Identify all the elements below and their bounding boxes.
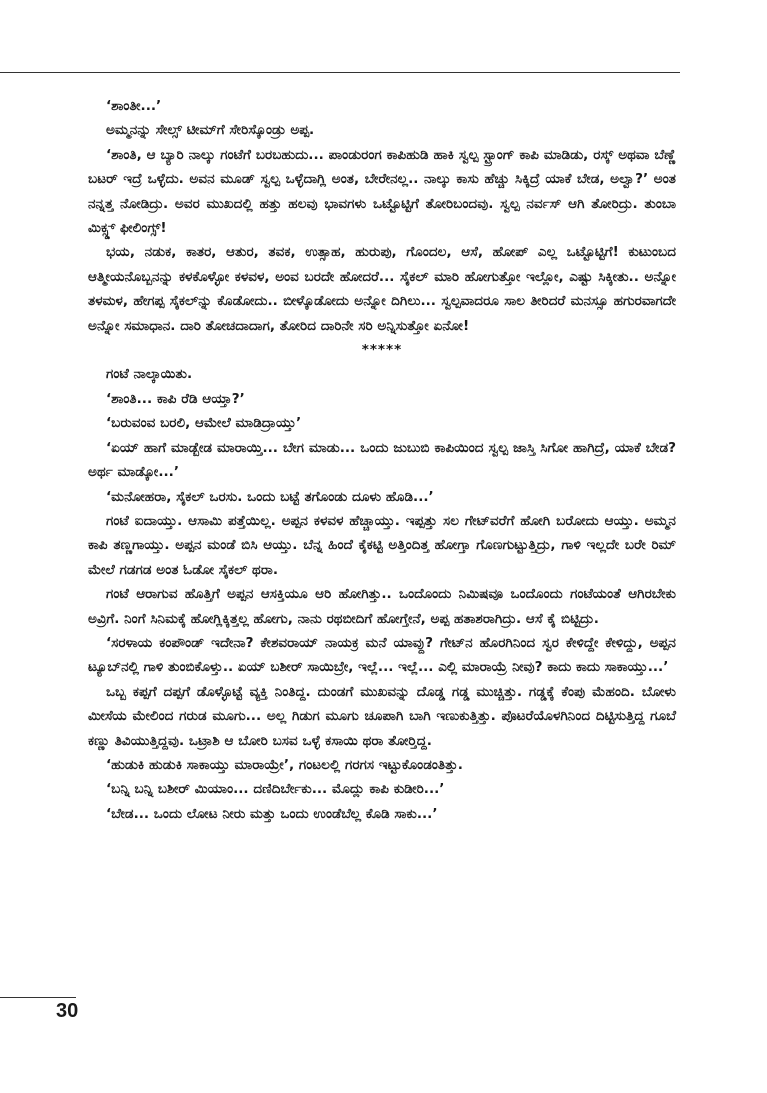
paragraph-13: ಒಬ್ಬ ಕಪ್ಪಗೆ ದಪ್ಪಗೆ ಡೊಳ್ಳೊಟ್ಟೆ ವ್ಯಕ್ತಿ ನಿಂತಿದ್ದ. ದುಂಡಗೆ ಮುಖವನ್ನು ದೊಡ್ಡ ಗಡ್ಡ ಮುಚ್ಚಿತ್ತು. ಗಡ್ಡಕ್ಕೆ ಕೆಂಪು ಮೆಹಂದಿ. ಬೋಳು ಮೀಸೆಯ ಮೇಲಿಂದ ಗರುಡ ಮೂಗು... ಅಲ್ಲ ಗಿಡುಗ ಮೂಗು ಚೂಪಾಗಿ ಬಾಗಿ ಇಣುಕುತ್ತಿತ್ತು. ಪೊಟರೆಯೊಳಗಿನಿಂದ ದಿಟ್ಟಿಸುತ್ತಿದ್ದ ಗೂಬೆ ಕಣ್ಣು ತಿವಿಯುತ್ತಿದ್ದವು. ಒಟ್ರಾಶಿ ಆ ಬೋರಿ ಬಸವ ಒಳ್ಳೆ ಕಸಾಯಿ ಥರಾ ತೋರ್‍ತಿದ್ದ. <box>88 683 676 749</box>
paragraph-5: ಗಂಟೆ ನಾಲ್ಕಾಯಿತು. <box>106 366 193 383</box>
paragraph-8: ‘ಏಯ್ ಹಾಗೆ ಮಾಡ್ಬೇಡ ಮಾರಾಯ್ತಿ... ಬೇಗ ಮಾಡು... ಒಂದು ಜುಬುಬಿ ಕಾಪಿಯಿಂದ ಸ್ವಲ್ಪ ಜಾಸ್ತಿ ಸಿಗೋ ಹಾಗಿದ್ರೆ, ಯಾಕೆ ಬೇಡ? ಅರ್ಥ ಮಾಡ್ಕೋ...’ <box>88 439 676 481</box>
paragraph-16: ‘ಬೇಡ... ಒಂದು ಲೋಟ ನೀರು ಮತ್ತು ಒಂದು ಉಂಡೆಬೆಲ್ಲ ಕೊಡಿ ಸಾಕು...’ <box>106 805 438 822</box>
paragraph-11: ಗಂಟೆ ಆರಾಗುವ ಹೊತ್ತಿಗೆ ಅಪ್ಪನ ಆಸಕ್ತಿಯೂ ಆರಿ ಹೋಗಿತ್ತು.. ಒಂದೊಂದು ನಿಮಿಷವೂ ಒಂದೊಂದು ಗಂಟೆಯಂತೆ ಆಗಿರಬೇಕು ಅವ್ರಿಗೆ. ನಿಂಗೆ ಸಿನಿಮಕ್ಕೆ ಹೋಗ್ಲಿಕ್ಕಿತ್ತಲ್ಲ ಹೋಗು, ನಾನು ರಥಬೀದಿಗೆ ಹೋಗ್ತೇನೆ, ಅಪ್ಪ ಹತಾಶರಾಗಿದ್ರು. ಆಸೆ ಕೈ ಬಿಟ್ಟಿದ್ರು. <box>88 586 676 627</box>
header-rule <box>0 72 680 73</box>
paragraph-7: ‘ಬರುವಂವ ಬರಲಿ, ಆಮೇಲೆ ಮಾಡಿದ್ರಾಯ್ತು’ <box>106 415 302 432</box>
paragraph-3: ‘ಶಾಂತಿ, ಆ ಬ್ಯಾರಿ ನಾಲ್ಕು ಗಂಟೆಗೆ ಬರಬಹುದು... ಪಾಂಡುರಂಗ ಕಾಪಿಹುಡಿ ಹಾಕಿ ಸ್ವಲ್ಪ ಸ್ಟ್ರಾಂಗ್ ಕಾಪಿ ಮಾಡಿಡು, ರಸ್ಕ್ ಅಥವಾ ಬೆಣ್ಣೆ ಬಟರ್ ಇದ್ರೆ ಒಳ್ಳೆದು. ಅವನ ಮೂಡ್ ಸ್ವಲ್ಪ ಒಳ್ಳೆದಾಗ್ಲಿ ಅಂತ, ಬೇರೇನಲ್ಲ.. ನಾಲ್ಕು ಕಾಸು ಹೆಚ್ಚು ಸಿಕ್ಕಿದ್ರೆ ಯಾಕೆ ಬೇಡ, ಅಲ್ವಾ?’ ಅಂತ ನನ್ನತ್ತ ನೋಡಿದ್ರು. ಅವರ ಮುಖದಲ್ಲಿ ಹತ್ತು ಹಲವು ಭಾವಗಳು ಒಟ್ಟೊಟ್ಟಿಗೆ ತೋರಿಬಂದವು. ಸ್ವಲ್ಪ ನರ್ವಸ್ ಆಗಿ ತೋರಿದ್ರು. ತುಂಬಾ ಮಿಕ್ಸ್ಡ್ ಫೀಲಿಂಗ್ಸ್! <box>88 146 676 237</box>
paragraph-2: ಅಮ್ಮನನ್ನು ಸೇಲ್ಸ್ ಟೀಮ್‌ಗೆ ಸೇರಿಸ್ಕೊಂಡ್ರು ಅಪ್ಪ. <box>106 122 315 139</box>
paragraph-10: ಗಂಟೆ ಐದಾಯ್ತು. ಆಸಾಮಿ ಪತ್ತೆಯಿಲ್ಲ. ಅಪ್ಪನ ಕಳವಳ ಹೆಚ್ಚಾಯ್ತು. ಇಪ್ಪತ್ತು ಸಲ ಗೇಟ್‌ವರೆಗೆ ಹೋಗಿ ಬರೋದು ಆಯ್ತು. ಅಮ್ಮನ ಕಾಪಿ ತಣ್ಣಗಾಯ್ತು. ಅಪ್ಪನ ಮಂಡೆ ಬಿಸಿ ಆಯ್ತು. ಬೆನ್ನ ಹಿಂದೆ ಕೈಕಟ್ಟಿ ಅತ್ತಿಂದಿತ್ತ ಹೋಗ್ತಾ ಗೊಣಗುಟ್ಟುತ್ತಿದ್ರು, ಗಾಳಿ ಇಲ್ಲದೇ ಬರೇ ರಿಮ್ ಮೇಲೆ ಗಡಗಡ ಅಂತ ಓಡೋ ಸೈಕಲ್ ಥರಾ. <box>88 512 676 578</box>
paragraph-14: ‘ಹುಡುಕಿ ಹುಡುಕಿ ಸಾಕಾಯ್ತು ಮಾರಾಯ್ರೇ’, ಗಂಟಲಲ್ಲಿ ಗರಗಸ ಇಟ್ಟುಕೊಂಡಂತಿತ್ತು. <box>106 756 463 773</box>
paragraph-9: ‘ಮನೋಹರಾ, ಸೈಕಲ್ ಒರಸು. ಒಂದು ಬಟ್ಟೆ ತಗೊಂಡು ದೂಳು ಹೊಡಿ...’ <box>106 488 434 505</box>
section-separator: ***** <box>361 342 403 359</box>
footer-rule <box>0 997 76 998</box>
paragraph-6: ‘ಶಾಂತಿ... ಕಾಪಿ ರೆಡಿ ಆಯ್ತಾ?’ <box>106 390 245 407</box>
paragraph-15: ‘ಬನ್ನಿ ಬನ್ನಿ ಬಶೀರ್ ಮಿಯಾಂ... ದಣಿದಿರ್ಬೇಕು... ಮೊದ್ಲು ಕಾಪಿ ಕುಡೀರಿ...’ <box>106 781 445 798</box>
paragraph-12: ‘ಸರಳಾಯ ಕಂಪೌಂಡ್ ಇದೇನಾ? ಕೇಶವರಾಯ್ ನಾಯಕ್ರ ಮನೆ ಯಾವ್ದು? ಗೇಟ್‌ನ ಹೊರಗಿನಿಂದ ಸ್ವರ ಕೇಳಿದ್ದೇ ಕೇಳಿದ್ದು, ಅಪ್ಪನ ಟ್ಯೂಬ್‌ನಲ್ಲಿ ಗಾಳಿ ತುಂಬಿಕೊಳ್ತು.. ಏಯ್ ಬಶೀರ್ ಸಾಯಿಬ್ರೇ, ಇಲ್ಲೆ... ಇಲ್ಲೆ... ಎಲ್ಲಿ ಮಾರಾಯ್ರೆ ನೀವು? ಕಾದು ಕಾದು ಸಾಕಾಯ್ತು...’ <box>88 634 676 676</box>
page-body-text <box>88 94 676 826</box>
page-number: 30 <box>56 1000 79 1022</box>
paragraph-1: ‘ಶಾಂತೀ...’ <box>106 98 162 114</box>
paragraph-4: ಭಯ, ನಡುಕ, ಕಾತರ, ಆತುರ, ತವಕ, ಉತ್ಸಾಹ, ಹುರುಪು, ಗೊಂದಲ, ಆಸೆ, ಹೋಪ್ ಎಲ್ಲ ಒಟ್ಟೊಟ್ಟಿಗೆ! ಕುಟುಂಬದ ಆತ್ಮೀಯನೊಬ್ಬನನ್ನು ಕಳಕೊಳ್ಳೋ ಕಳವಳ, ಅಂವ ಬರದೇ ಹೋದರೆ... ಸೈಕಲ್ ಮಾರಿ ಹೋಗುತ್ತೋ ಇಲ್ಲೋ, ಎಷ್ಟು ಸಿಕ್ಕೀತು.. ಅನ್ನೋ ತಳಮಳ, ಹೇಗಪ್ಪ ಸೈಕಲ್‌ನ್ನು ಕೊಡೋದು.. ಬೀಳ್ಕೊಡೋದು ಅನ್ನೋ ದಿಗಿಲು... ಸ್ವಲ್ಪವಾದರೂ ಸಾಲ ತೀರಿದರೆ ಮನಸ್ಸೂ ಹಗುರವಾಗದೇ ಅನ್ನೋ ಸಮಾಧಾನ. ದಾರಿ ತೋಚದಾದಾಗ, ತೋರಿದ ದಾರಿನೇ ಸರಿ ಅನ್ನಿಸುತ್ತೋ ಏನೋ! <box>88 244 676 334</box>
